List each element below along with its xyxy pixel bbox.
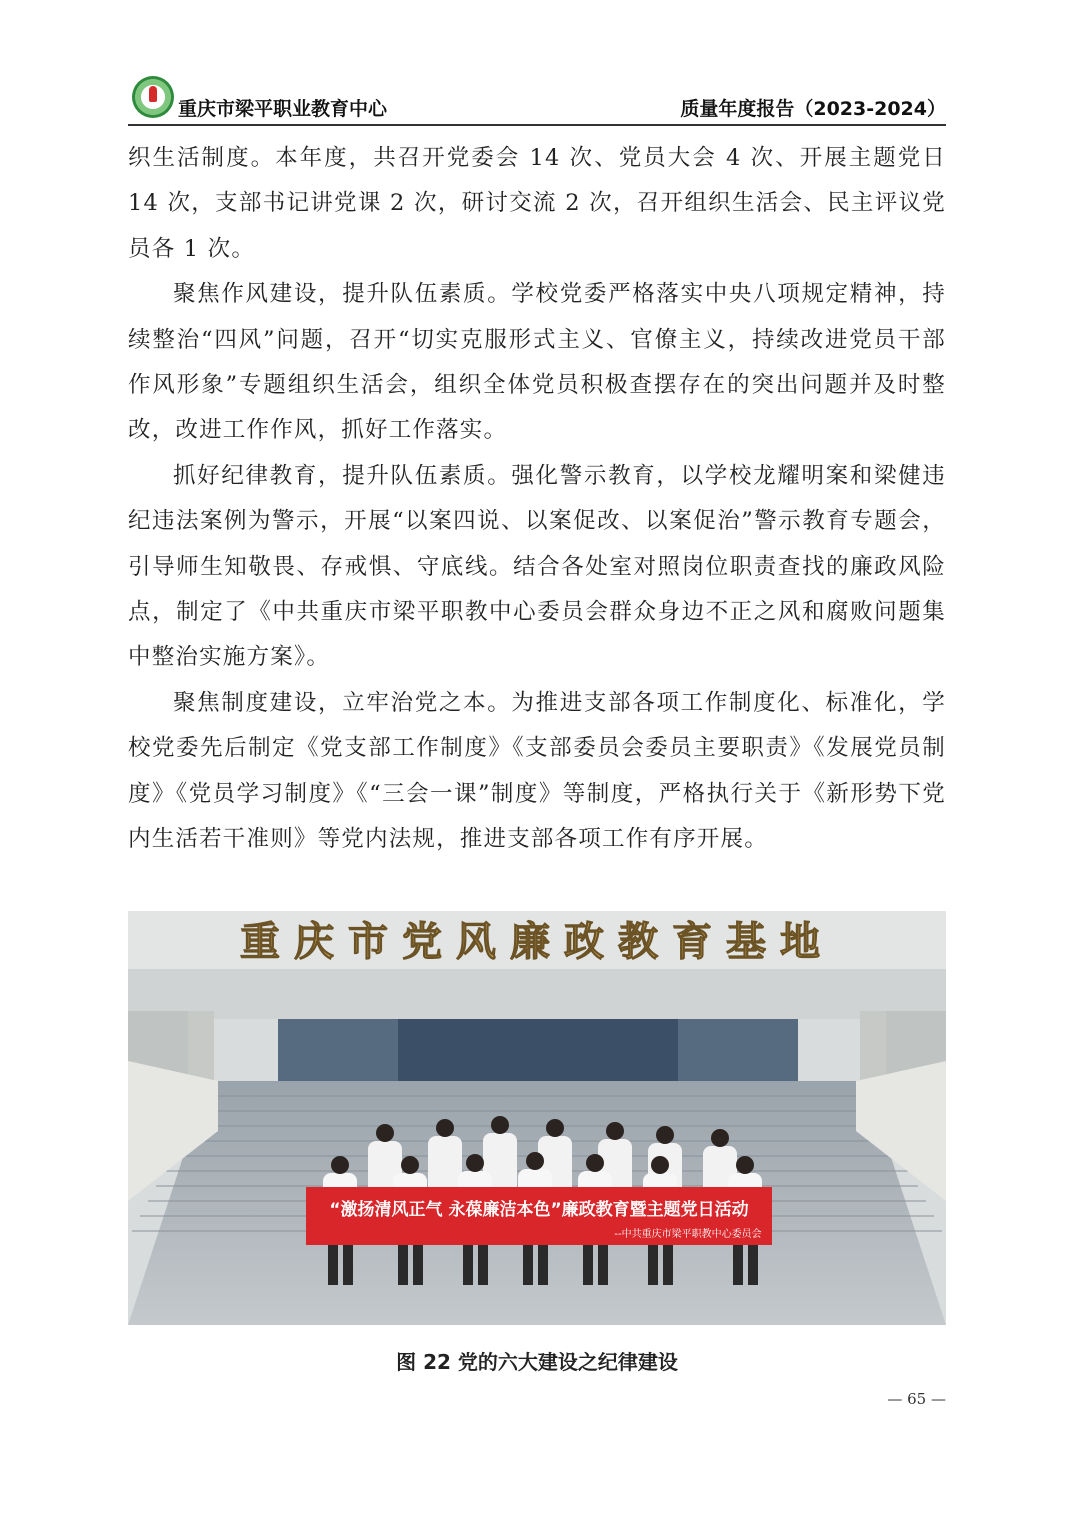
paragraph: 聚焦制度建设，立牢治党之本。为推进支部各项工作制度化、标准化，学校党委先后制定《党支部工作制度》《支部委员会委员主要职责》《发展党员制度》《党员学习制度》《“三会一课”制度》等制度，严格执行关于《新形势下党内生活若干准则》等党内法规，推进支部各项工作有序开展。 — [128, 689, 946, 853]
page-number: — 65 — — [887, 1390, 946, 1408]
banner-sub-text: --中共重庆市梁平职教中心委员会 — [614, 1229, 762, 1240]
group-photo — [128, 911, 946, 1325]
paragraph: 聚焦作风建设，提升队伍素质。学校党委严格落实中央八项规定精神，持续整治“四风”问题，召开“切实克服形式主义、官僚主义，持续改进党员干部作风形象”专题组织生活会，组织全体党员积极查摆存在的突出问题并及时整改，改进工作作风，抓好工作落实。 — [128, 281, 946, 444]
page-header — [128, 74, 946, 126]
school-name: 重庆市梁平职业教育中心 — [178, 98, 388, 120]
banner-main-text: “激扬清风正气 永葆廉洁本色”廉政教育暨主题党日活动 — [329, 1200, 749, 1220]
paragraph: 抓好纪律教育，提升队伍素质。强化警示教育，以学校龙耀明案和梁健违纪违法案例为警示，开展“以案四说、以案促改、以案促治”警示教育专题会，引导师生知敬畏、存戒惧、守底线。结合各处室对照岗位职责查找的廉政风险点，制定了《中共重庆市梁平职教中心委员会群众身边不正之风和腐败问题集中整治实施方案》。 — [128, 462, 946, 671]
group-photo-illustration — [128, 911, 946, 1325]
building-sign: 重庆市党风廉政教育基地 — [240, 918, 834, 965]
paragraph: 织生活制度。本年度，共召开党委会 14 次、党员大会 4 次、开展主题党日 14 次，支部书记讲党课 2 次，研讨交流 2 次，召开组织生活会、民主评议党员各 1 次。 — [128, 145, 946, 262]
figure-caption: 图 22 党的六大建设之纪律建设 — [396, 1350, 678, 1374]
body-text — [128, 136, 946, 863]
report-title: 质量年度报告（2023-2024） — [680, 98, 946, 120]
school-logo-icon — [132, 76, 174, 118]
